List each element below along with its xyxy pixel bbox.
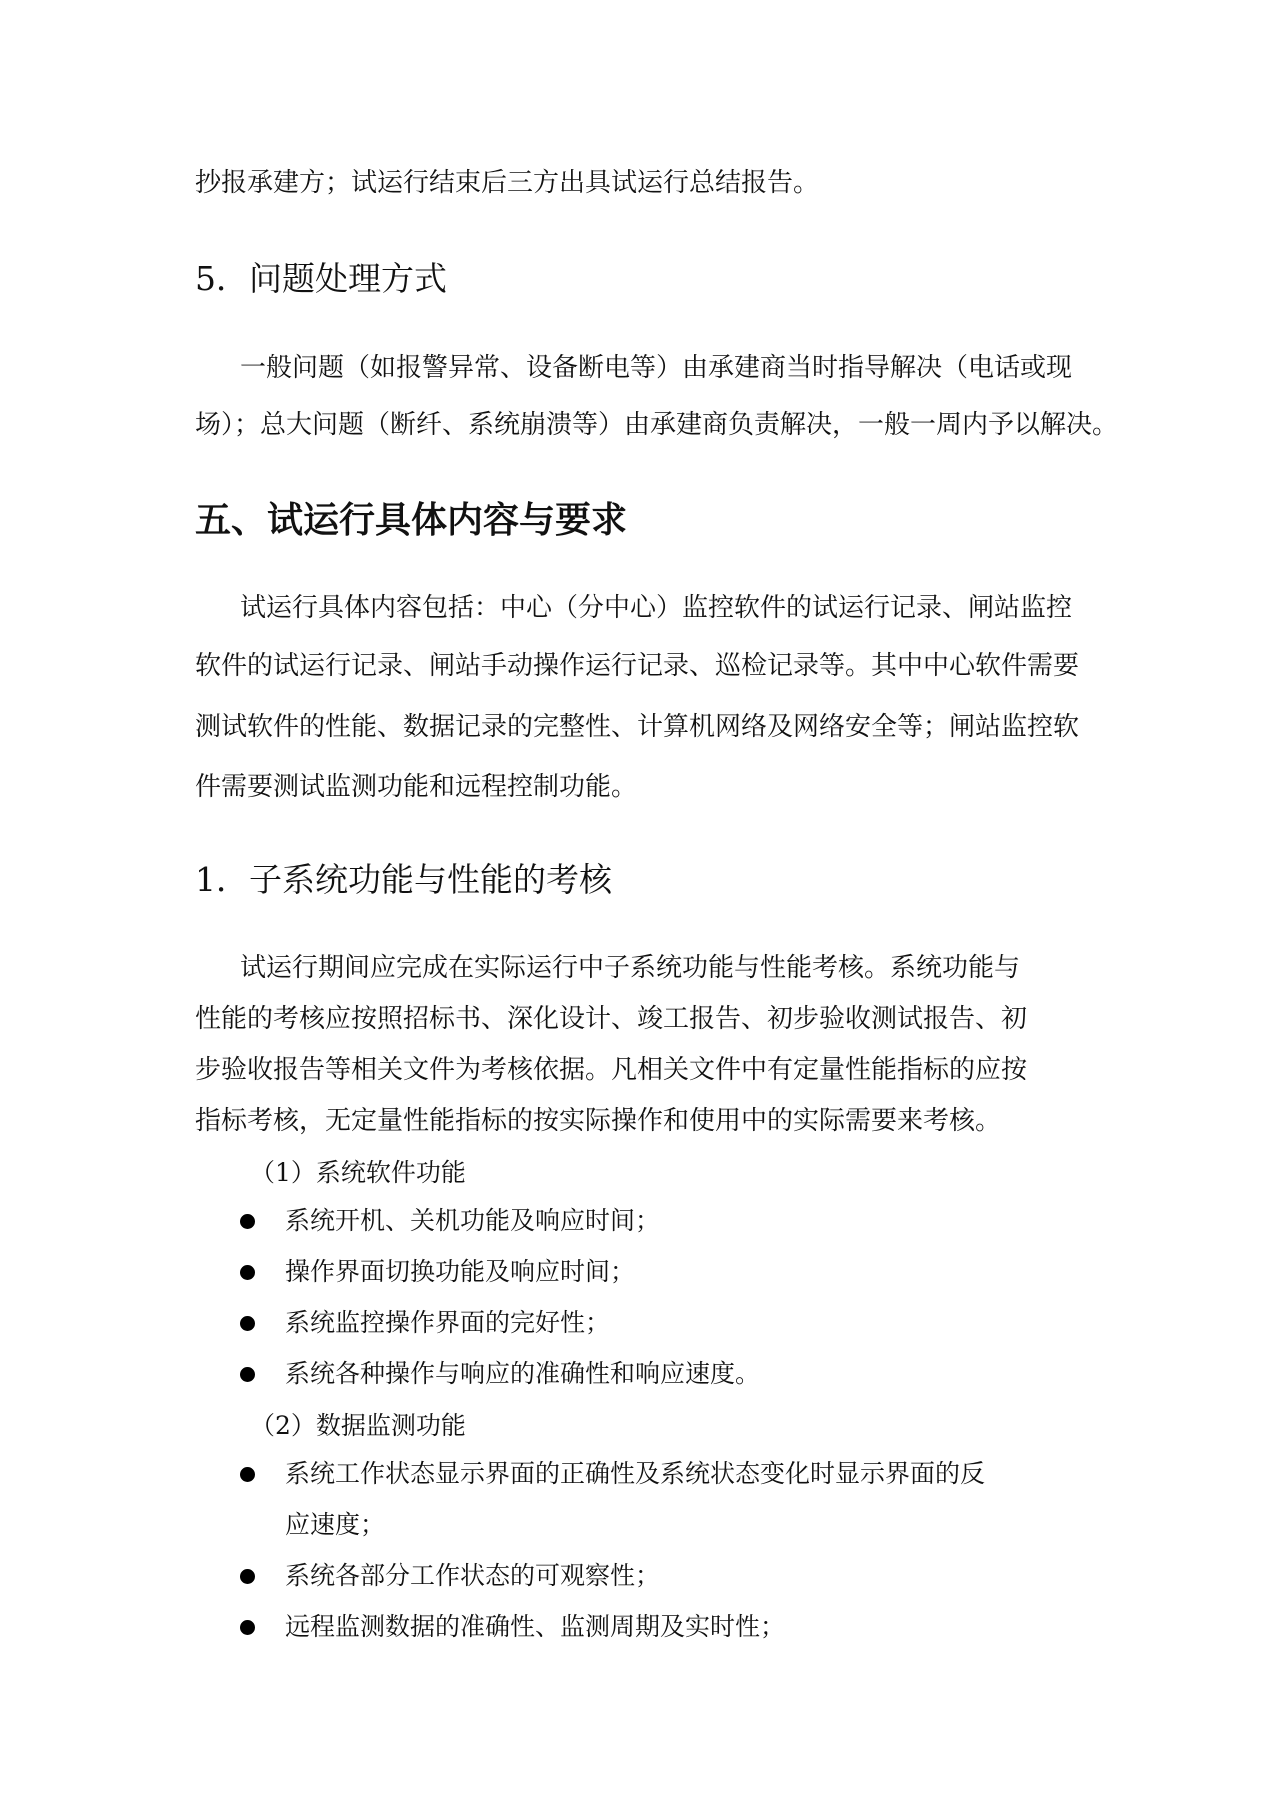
paragraph-line: 性能的考核应按照招标书、深化设计、竣工报告、初步验收测试报告、初 [195,1004,1028,1034]
paragraph-line: 步验收报告等相关文件为考核依据。凡相关文件中有定量性能指标的应按 [195,1055,1028,1085]
bullet-icon [240,1569,255,1584]
paragraph-line: 抄报承建方；试运行结束后三方出具试运行总结报告。 [195,168,820,198]
list-item: 系统各部分工作状态的可观察性； [285,1561,661,1590]
paragraph-line: 试运行具体内容包括：中心（分中心）监控软件的试运行记录、闸站监控 [240,593,1073,623]
paragraph-line: 测试软件的性能、数据记录的完整性、计算机网络及网络安全等；闸站监控软 [195,712,1080,742]
paragraph-line: 软件的试运行记录、闸站手动操作运行记录、巡检记录等。其中中心软件需要 [195,651,1080,681]
bullet-icon [240,1467,255,1482]
bullet-icon [240,1316,255,1331]
chapter-heading-5: 五、试运行具体内容与要求 [195,499,628,541]
bullet-icon [240,1265,255,1280]
paragraph-line: 一般问题（如报警异常、设备断电等）由承建商当时指导解决（电话或现 [240,353,1073,383]
paragraph-line: 指标考核，无定量性能指标的按实际操作和使用中的实际需要来考核。 [195,1106,1002,1136]
list-item-continuation: 应速度； [285,1510,386,1539]
list-item: 系统各种操作与响应的准确性和响应速度。 [285,1359,761,1388]
bullet-icon [240,1620,255,1635]
paragraph-line: 场）；总大问题（断纤、系统崩溃等）由承建商负责解决，一般一周内予以解决。 [195,410,1119,440]
list-label-2: （2）数据监测功能 [250,1411,466,1440]
bullet-icon [240,1367,255,1382]
list-item: 远程监测数据的准确性、监测周期及实时性； [285,1612,786,1641]
list-item: 系统监控操作界面的完好性； [285,1308,611,1337]
list-item: 操作界面切换功能及响应时间； [285,1257,636,1286]
list-item: 系统工作状态显示界面的正确性及系统状态变化时显示界面的反 [285,1459,986,1488]
paragraph-line: 件需要测试监测功能和远程控制功能。 [195,772,638,802]
section-heading-1: 1．子系统功能与性能的考核 [195,860,612,899]
section-heading-5: 5．问题处理方式 [195,259,447,298]
bullet-icon [240,1214,255,1229]
list-label-1: （1）系统软件功能 [250,1158,466,1187]
list-item: 系统开机、关机功能及响应时间； [285,1206,661,1235]
paragraph-line: 试运行期间应完成在实际运行中子系统功能与性能考核。系统功能与 [240,953,1021,983]
